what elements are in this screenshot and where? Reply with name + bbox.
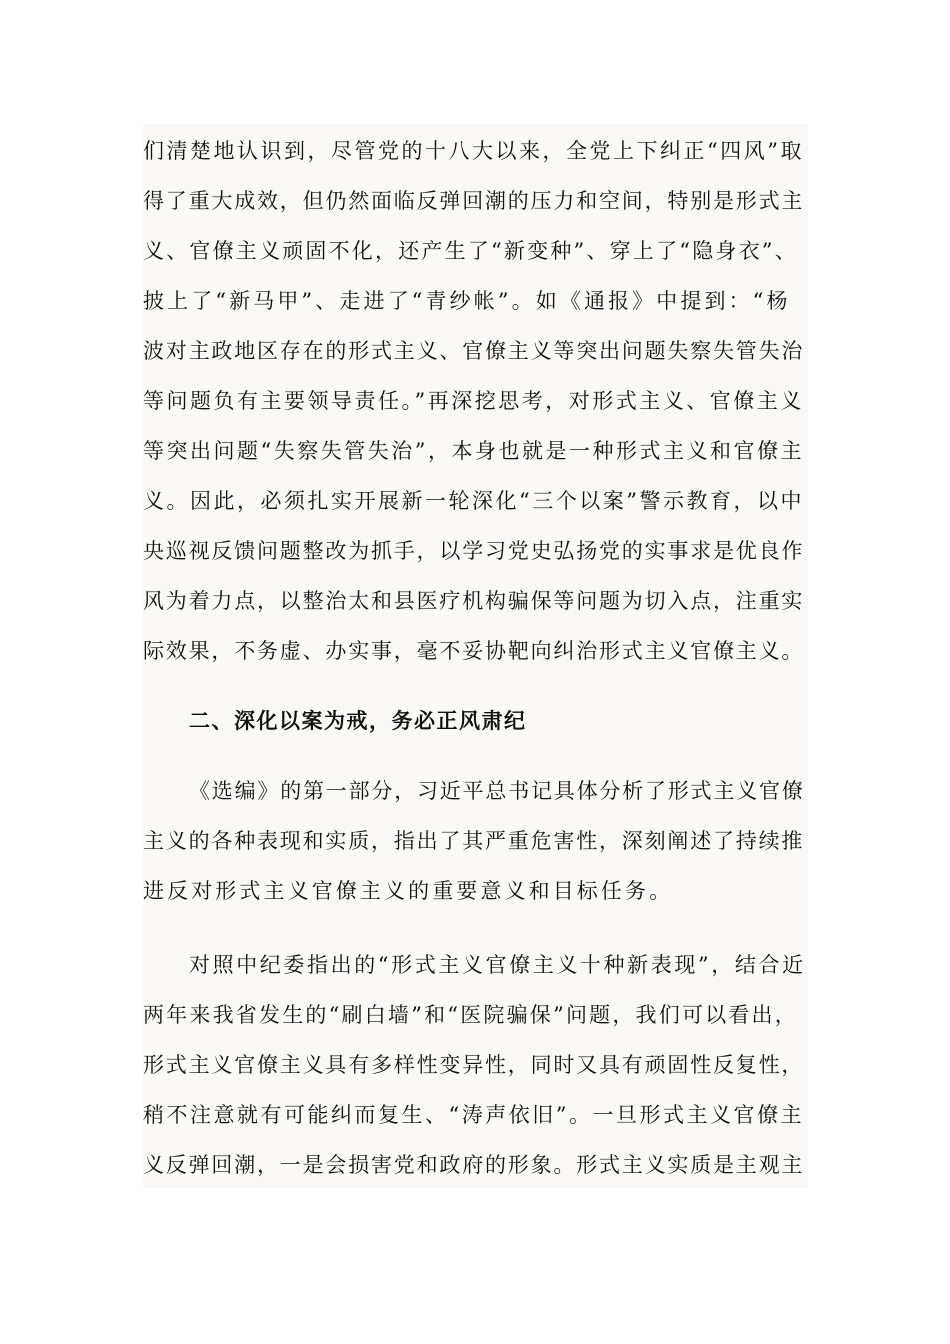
text-line: 等突出问题“失察失管失治”，本身也就是一种形式主义和官僚主 xyxy=(143,439,804,463)
text-line: 等问题负有主要领导责任。”再深挖思考，对形式主义、官僚主义 xyxy=(143,389,804,413)
text-line: 央巡视反馈问题整改为抓手，以学习党史弘扬党的实事求是优良作 xyxy=(143,539,805,563)
text-line: 际效果，不务虚、办实事，毫不妥协靶向纠治形式主义官僚主义。 xyxy=(143,639,805,663)
text-line: 《选编》的第一部分，习近平总书记具体分析了形式主义官僚 xyxy=(189,779,805,803)
text-line: 稍不注意就有可能纠而复生、“涛声依旧”。一旦形式主义官僚主 xyxy=(143,1103,804,1127)
text-line: 义反弹回潮，一是会损害党和政府的形象。形式主义实质是主观主 xyxy=(143,1153,805,1177)
text-line: 主义的各种表现和实质，指出了其严重危害性，深刻阐述了持续推 xyxy=(143,829,805,853)
text-line: 进反对形式主义官僚主义的重要意义和目标任务。 xyxy=(143,879,674,903)
text-line: 们清楚地认识到，尽管党的十八大以来，全党上下纠正“四风”取 xyxy=(143,139,804,163)
text-line: 波对主政地区存在的形式主义、官僚主义等突出问题失察失管失治 xyxy=(143,339,805,363)
text-line: 义。因此，必须扎实开展新一轮深化“三个以案”警示教育，以中 xyxy=(143,489,804,513)
text-line: 两年来我省发生的“刷白墙”和“医院骗保”问题，我们可以看出， xyxy=(143,1003,798,1027)
section-heading: 二、深化以案为戒，务必正风肃纪 xyxy=(189,709,527,733)
text-line: 义、官僚主义顽固不化，还产生了“新变种”、穿上了“隐身衣”、 xyxy=(143,239,798,263)
text-line: 披上了“新马甲”、走进了“青纱帐”。如《通报》中提到：“杨 xyxy=(143,289,791,313)
document-body xyxy=(143,124,808,1188)
text-line: 得了重大成效，但仍然面临反弹回潮的压力和空间，特别是形式主 xyxy=(143,189,805,213)
text-line: 风为着力点，以整治太和县医疗机构骗保等问题为切入点，注重实 xyxy=(143,589,805,613)
text-line: 对照中纪委指出的“形式主义官僚主义十种新表现”，结合近 xyxy=(189,953,806,977)
text-line: 形式主义官僚主义具有多样性变异性，同时又具有顽固性反复性， xyxy=(143,1053,805,1077)
